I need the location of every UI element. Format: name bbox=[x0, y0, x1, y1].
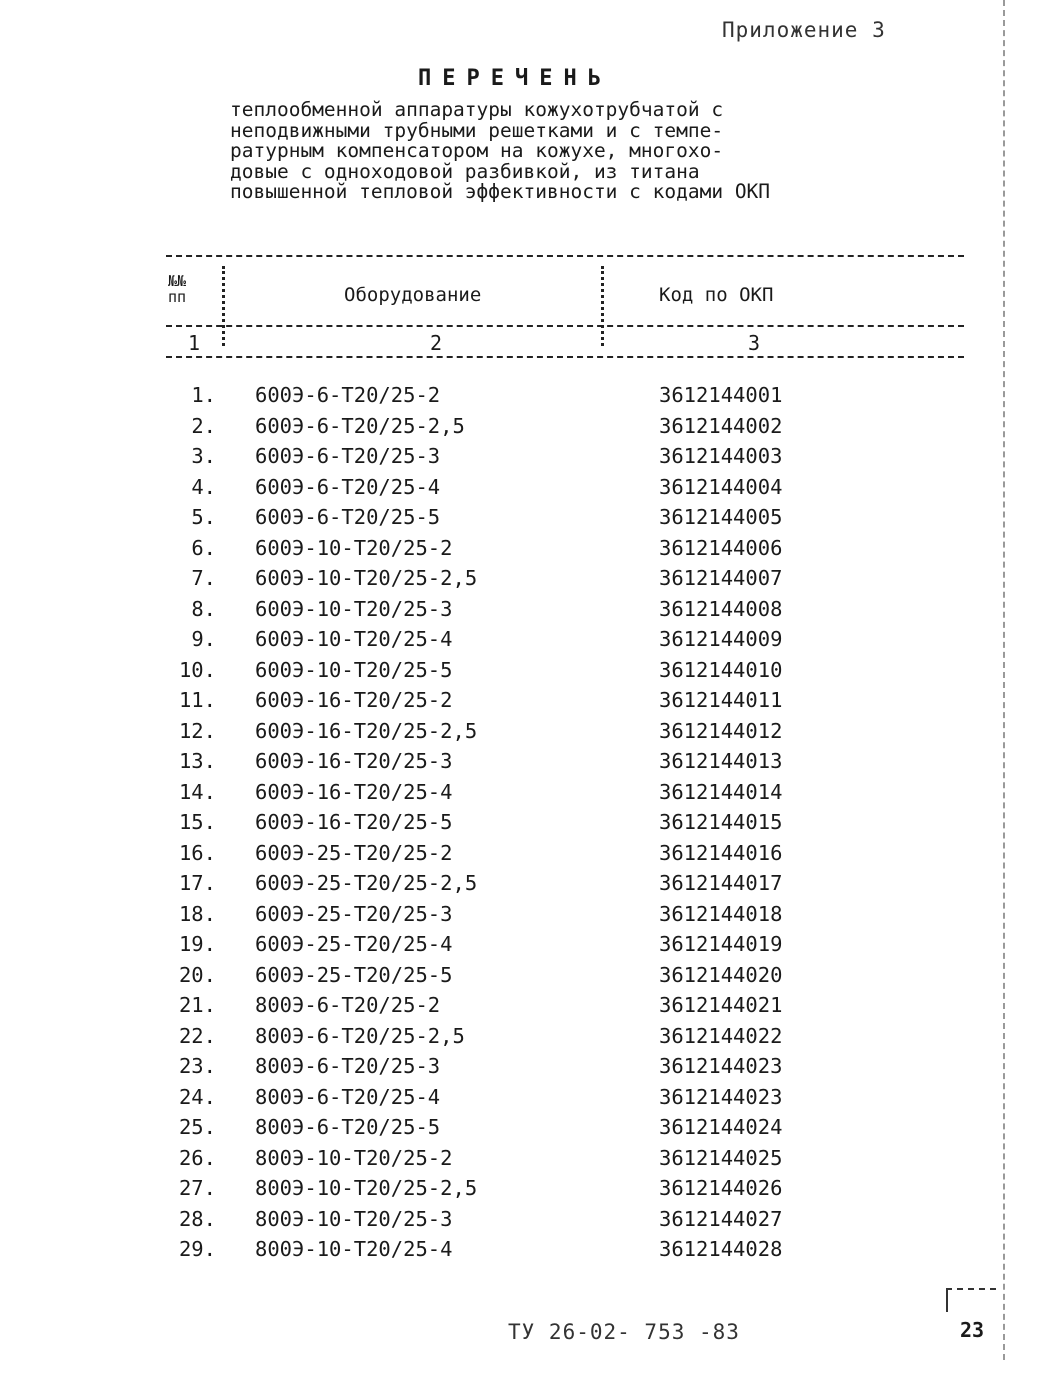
document-code: ТУ 26-02- 753 -83 bbox=[508, 1320, 740, 1344]
table-row bbox=[0, 563, 1049, 594]
row-okp-code: 3612144022 bbox=[659, 1023, 783, 1048]
row-number: 1. bbox=[191, 383, 216, 407]
row-equipment: 600Э-10-Т20/25-2 bbox=[255, 535, 453, 560]
page-edge-line bbox=[1003, 0, 1005, 1360]
row-okp-code: 3612144003 bbox=[659, 444, 783, 468]
table-row bbox=[0, 868, 1049, 899]
row-okp-code: 3612144021 bbox=[659, 993, 783, 1017]
row-number: 18. bbox=[178, 901, 216, 926]
row-equipment: 600Э-6-Т20/25-5 bbox=[255, 505, 441, 529]
column-divider-1 bbox=[222, 266, 225, 346]
row-okp-code: 3612144006 bbox=[659, 535, 783, 560]
row-equipment: 600Э-10-Т20/25-4 bbox=[255, 627, 453, 651]
row-equipment: 800Э-10-Т20/25-2,5 bbox=[255, 1176, 478, 1200]
row-okp-code: 3612144012 bbox=[659, 718, 783, 743]
table-header-rule bbox=[166, 325, 964, 327]
row-okp-code: 3612144004 bbox=[659, 474, 783, 499]
table-row bbox=[0, 1082, 1049, 1113]
table-row bbox=[0, 838, 1049, 869]
table-row bbox=[0, 929, 1049, 960]
document-subtitle: теплообменной аппаратуры кожухотрубчатой с неподвижными трубными решетками и с темпе- ратурным компенсатором на кожухе, многохо- довые с одноходовой разбивкой, из титана повышенной тепловой эффективности с кодами ОКП bbox=[230, 98, 771, 203]
column-header-code: Код по ОКП bbox=[659, 284, 774, 306]
row-equipment: 800Э-6-Т20/25-2 bbox=[255, 993, 441, 1017]
row-okp-code: 3612144023 bbox=[659, 1084, 783, 1109]
table-row bbox=[0, 807, 1049, 838]
table-row bbox=[0, 685, 1049, 716]
row-number: 6. bbox=[191, 535, 216, 560]
row-number: 26. bbox=[178, 1145, 216, 1170]
row-equipment: 600Э-10-Т20/25-5 bbox=[255, 657, 453, 682]
table-row bbox=[0, 1204, 1049, 1235]
table-row bbox=[0, 777, 1049, 808]
row-number: 21. bbox=[178, 993, 216, 1017]
row-number: 8. bbox=[191, 596, 216, 621]
table-row bbox=[0, 1021, 1049, 1052]
row-equipment: 600Э-6-Т20/25-2 bbox=[255, 383, 441, 407]
row-equipment: 600Э-16-Т20/25-2 bbox=[255, 688, 453, 712]
row-equipment: 800Э-10-Т20/25-4 bbox=[255, 1237, 453, 1261]
column-number-3: 3 bbox=[748, 331, 761, 355]
row-okp-code: 3612144005 bbox=[659, 505, 783, 529]
row-equipment: 600Э-16-Т20/25-5 bbox=[255, 810, 453, 834]
row-equipment: 800Э-6-Т20/25-5 bbox=[255, 1115, 441, 1139]
row-okp-code: 3612144027 bbox=[659, 1206, 783, 1231]
row-equipment: 600Э-10-Т20/25-3 bbox=[255, 596, 453, 621]
row-okp-code: 3612144017 bbox=[659, 871, 783, 895]
row-okp-code: 3612144008 bbox=[659, 596, 783, 621]
row-okp-code: 3612144010 bbox=[659, 657, 783, 682]
row-number: 24. bbox=[178, 1084, 216, 1109]
page-number: 23 bbox=[960, 1318, 985, 1342]
column-header-equipment: Оборудование bbox=[344, 284, 482, 306]
row-okp-code: 3612144025 bbox=[659, 1145, 783, 1170]
table-row bbox=[0, 502, 1049, 533]
table-row bbox=[0, 594, 1049, 625]
appendix-label: Приложение 3 bbox=[722, 18, 886, 42]
row-number: 20. bbox=[178, 962, 216, 987]
column-number-2: 2 bbox=[430, 331, 443, 355]
table-row bbox=[0, 960, 1049, 991]
row-okp-code: 3612144015 bbox=[659, 810, 783, 834]
row-number: 25. bbox=[178, 1115, 216, 1139]
row-number: 4. bbox=[191, 474, 216, 499]
row-equipment: 600Э-25-Т20/25-4 bbox=[255, 932, 453, 956]
page-number-frame bbox=[946, 1288, 996, 1312]
page-number-box bbox=[944, 1288, 996, 1344]
row-okp-code: 3612144028 bbox=[659, 1237, 783, 1261]
row-equipment: 600Э-6-Т20/25-3 bbox=[255, 444, 441, 468]
row-equipment: 600Э-16-Т20/25-4 bbox=[255, 779, 453, 804]
column-header-number: №№ пп bbox=[168, 272, 187, 306]
row-number: 12. bbox=[178, 718, 216, 743]
row-number: 19. bbox=[178, 932, 216, 956]
table-row bbox=[0, 655, 1049, 686]
row-number: 23. bbox=[178, 1054, 216, 1078]
table-row bbox=[0, 716, 1049, 747]
document-title: ПЕРЕЧЕНЬ bbox=[418, 66, 612, 91]
row-number: 3. bbox=[191, 444, 216, 468]
row-equipment: 600Э-25-Т20/25-5 bbox=[255, 962, 453, 987]
row-number: 17. bbox=[178, 871, 216, 895]
row-number: 11. bbox=[178, 688, 216, 712]
row-equipment: 800Э-10-Т20/25-3 bbox=[255, 1206, 453, 1231]
row-okp-code: 3612144013 bbox=[659, 749, 783, 773]
row-okp-code: 3612144020 bbox=[659, 962, 783, 987]
row-equipment: 600Э-25-Т20/25-2 bbox=[255, 840, 453, 865]
table-top-rule bbox=[166, 255, 964, 257]
table-row bbox=[0, 411, 1049, 442]
row-number: 29. bbox=[178, 1237, 216, 1261]
row-okp-code: 3612144014 bbox=[659, 779, 783, 804]
table-row bbox=[0, 746, 1049, 777]
row-equipment: 600Э-6-Т20/25-2,5 bbox=[255, 413, 465, 438]
row-okp-code: 3612144019 bbox=[659, 932, 783, 956]
table-row bbox=[0, 1143, 1049, 1174]
table-row bbox=[0, 441, 1049, 472]
row-okp-code: 3612144002 bbox=[659, 413, 783, 438]
row-okp-code: 3612144001 bbox=[659, 383, 783, 407]
table-row bbox=[0, 1112, 1049, 1143]
column-number-1: 1 bbox=[188, 331, 201, 355]
row-number: 22. bbox=[178, 1023, 216, 1048]
table-row bbox=[0, 990, 1049, 1021]
table-row bbox=[0, 899, 1049, 930]
row-equipment: 600Э-6-Т20/25-4 bbox=[255, 474, 441, 499]
row-number: 28. bbox=[178, 1206, 216, 1231]
row-number: 2. bbox=[191, 413, 216, 438]
row-number: 9. bbox=[191, 627, 216, 651]
table-row bbox=[0, 1173, 1049, 1204]
row-number: 27. bbox=[178, 1176, 216, 1200]
table-row bbox=[0, 1234, 1049, 1265]
row-number: 14. bbox=[178, 779, 216, 804]
row-okp-code: 3612144023 bbox=[659, 1054, 783, 1078]
row-equipment: 600Э-10-Т20/25-2,5 bbox=[255, 566, 478, 590]
row-equipment: 600Э-25-Т20/25-2,5 bbox=[255, 871, 478, 895]
table-row bbox=[0, 533, 1049, 564]
row-number: 13. bbox=[178, 749, 216, 773]
table-row bbox=[0, 624, 1049, 655]
row-equipment: 600Э-16-Т20/25-3 bbox=[255, 749, 453, 773]
row-number: 7. bbox=[191, 566, 216, 590]
row-equipment: 800Э-6-Т20/25-3 bbox=[255, 1054, 441, 1078]
column-divider-2 bbox=[601, 266, 604, 346]
table-row bbox=[0, 380, 1049, 411]
row-okp-code: 3612144018 bbox=[659, 901, 783, 926]
row-equipment: 800Э-6-Т20/25-4 bbox=[255, 1084, 441, 1109]
row-equipment: 600Э-25-Т20/25-3 bbox=[255, 901, 453, 926]
row-okp-code: 3612144024 bbox=[659, 1115, 783, 1139]
row-okp-code: 3612144011 bbox=[659, 688, 783, 712]
table-row bbox=[0, 472, 1049, 503]
row-okp-code: 3612144007 bbox=[659, 566, 783, 590]
table-row bbox=[0, 1051, 1049, 1082]
row-number: 10. bbox=[178, 657, 216, 682]
row-equipment: 600Э-16-Т20/25-2,5 bbox=[255, 718, 478, 743]
row-okp-code: 3612144016 bbox=[659, 840, 783, 865]
table-numbers-rule bbox=[166, 356, 964, 358]
row-okp-code: 3612144026 bbox=[659, 1176, 783, 1200]
row-equipment: 800Э-10-Т20/25-2 bbox=[255, 1145, 453, 1170]
row-equipment: 800Э-6-Т20/25-2,5 bbox=[255, 1023, 465, 1048]
row-number: 16. bbox=[178, 840, 216, 865]
row-number: 15. bbox=[178, 810, 216, 834]
row-okp-code: 3612144009 bbox=[659, 627, 783, 651]
row-number: 5. bbox=[191, 505, 216, 529]
